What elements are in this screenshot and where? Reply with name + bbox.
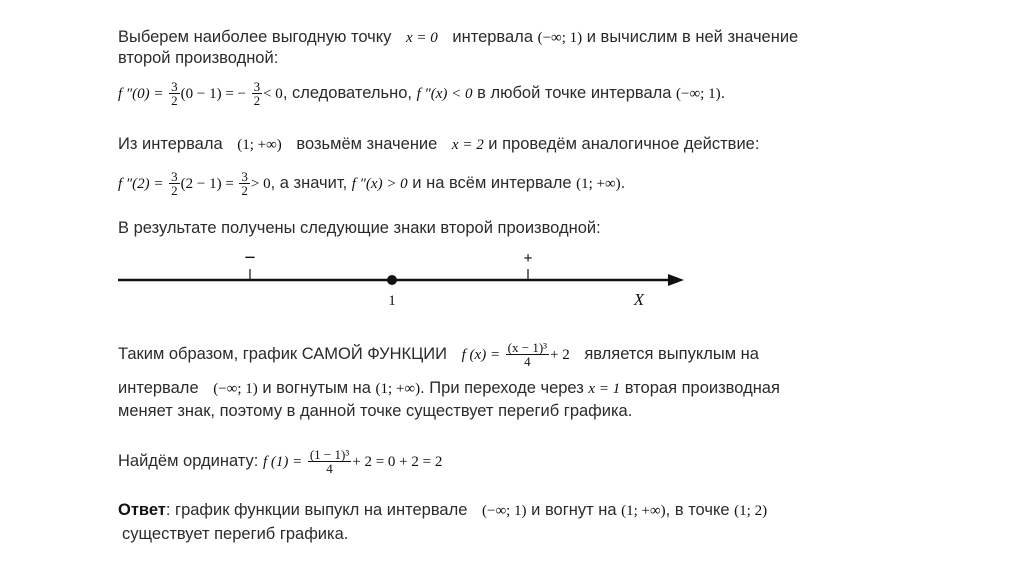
fraction-numerator: 3 xyxy=(253,79,261,94)
paragraph-result-signs: В результате получены следующие знаки второй производной: xyxy=(118,219,601,237)
text: Из интервала xyxy=(118,135,223,153)
minus-sign: − xyxy=(244,247,256,269)
paragraph-ordinate xyxy=(118,448,442,475)
paragraph-line: существует перегиб графика. xyxy=(122,525,349,543)
fraction-denominator: 2 xyxy=(171,93,178,108)
fraction xyxy=(252,80,263,107)
text: интервала xyxy=(452,28,533,46)
math: x = 0 xyxy=(406,30,438,46)
fraction-numerator: (1 − 1)³ xyxy=(309,447,350,462)
fraction-denominator: 2 xyxy=(241,183,248,198)
math: + 2 xyxy=(550,346,570,363)
math: f ″(2) = xyxy=(118,175,164,192)
text: Таким образом, график САМОЙ ФУНКЦИИ xyxy=(118,344,448,363)
text: и вогнут на xyxy=(531,501,617,519)
number-line xyxy=(112,245,692,315)
math: (−∞; 1) xyxy=(676,85,721,102)
paragraph-take-value xyxy=(118,134,759,155)
paragraph-conclusion xyxy=(118,341,759,368)
answer-label: Ответ xyxy=(118,501,166,519)
paragraph-line: меняет знак, поэтому в данной точке существует перегиб графика. xyxy=(118,402,633,420)
point-marker xyxy=(387,275,397,285)
text: возьмём значение xyxy=(296,135,438,153)
text: , в точке xyxy=(665,501,730,519)
plus-sign: + xyxy=(523,250,533,267)
text: в любой точке интервала xyxy=(477,83,672,102)
fraction xyxy=(169,80,180,107)
math: (1; 2) xyxy=(734,503,768,519)
fraction-denominator: 4 xyxy=(326,461,333,476)
fraction xyxy=(506,341,549,368)
text: и на всём интервале xyxy=(412,173,572,192)
fraction-denominator: 2 xyxy=(171,183,178,198)
fraction-numerator: 3 xyxy=(241,169,248,184)
text: Найдём ординату: xyxy=(118,451,259,470)
paragraph-line: второй производной: xyxy=(118,49,279,67)
math: f ″(x) < 0 xyxy=(416,85,473,102)
text: . xyxy=(720,83,726,102)
text: вторая производная xyxy=(624,379,780,397)
math: x = 1 xyxy=(588,381,621,397)
text: и проведём аналогичное действие: xyxy=(488,135,760,153)
math: (2 − 1) = xyxy=(180,175,234,192)
text: является выпуклым на xyxy=(584,344,759,363)
math: (1; +∞) xyxy=(375,381,421,397)
text: интервале xyxy=(118,379,199,397)
fraction xyxy=(169,170,180,197)
math: f ″(0) = xyxy=(118,85,164,102)
math: + 2 = 0 + 2 = 2 xyxy=(352,453,443,470)
text: , следовательно, xyxy=(282,83,412,102)
math: (1; +∞) xyxy=(237,137,282,153)
fraction-denominator: 4 xyxy=(524,354,531,369)
fraction xyxy=(239,170,250,197)
fraction-numerator: 3 xyxy=(171,79,178,94)
fraction xyxy=(308,448,351,475)
math: x = 2 xyxy=(451,137,484,153)
text: . xyxy=(620,173,626,192)
math: (1; +∞) xyxy=(576,175,621,192)
math: < 0 xyxy=(263,85,283,102)
text: и вогнутым на xyxy=(262,379,371,397)
paragraph-choose-point xyxy=(118,27,798,48)
axis-arrow xyxy=(668,274,684,286)
paragraph-line xyxy=(118,378,780,399)
math: f (x) = xyxy=(461,346,501,363)
point-label: 1 xyxy=(388,293,396,309)
fraction-denominator: 2 xyxy=(253,93,261,108)
text: Выберем наиболее выгодную точку xyxy=(118,28,392,46)
fraction-numerator: (x − 1)³ xyxy=(507,340,548,355)
math: f (1) = xyxy=(262,453,303,470)
paragraph-answer xyxy=(118,500,767,521)
math: (−∞; 1) xyxy=(213,381,258,397)
fraction-numerator: 3 xyxy=(171,169,178,184)
text: . При переходе через xyxy=(420,379,584,397)
text: , а значит, xyxy=(270,173,348,192)
math: (1; +∞) xyxy=(621,503,666,519)
math: > 0 xyxy=(250,175,271,192)
math: f ″(x) > 0 xyxy=(351,175,408,192)
text: и вычислим в ней значение xyxy=(586,28,799,46)
equation-f2-at-0 xyxy=(118,80,725,107)
math: (−∞; 1) xyxy=(481,503,527,519)
text: : график функции выпукл на интервале xyxy=(165,501,468,519)
math: (−∞; 1) xyxy=(537,30,583,46)
axis-label: X xyxy=(633,290,645,309)
equation-f2-at-2 xyxy=(118,170,625,197)
math: (0 − 1) = − xyxy=(180,85,246,102)
